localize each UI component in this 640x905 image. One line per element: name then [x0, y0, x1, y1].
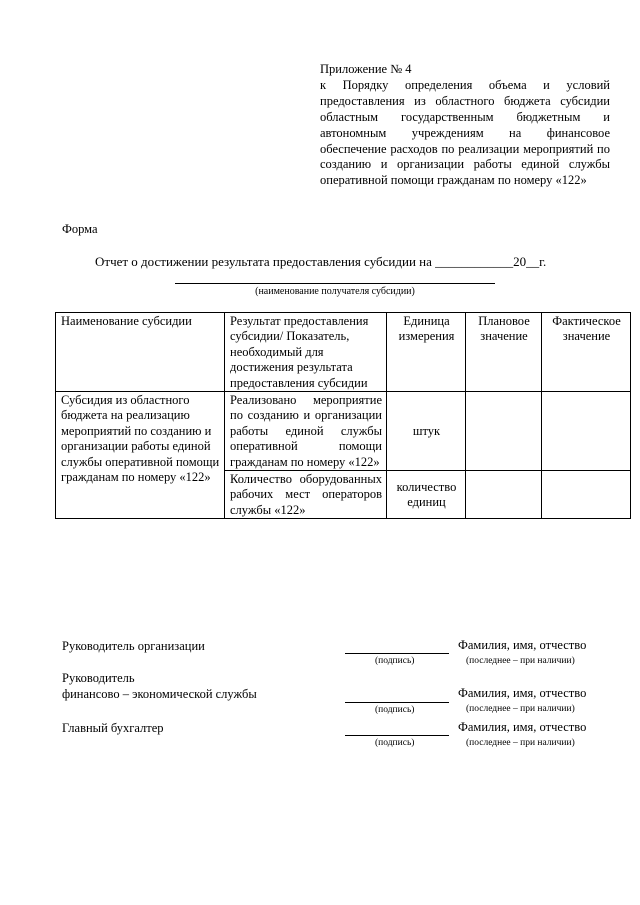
- result-cell: Реализовано мероприятие по созданию и организации работы единой службы оперативной помощи гражданам по номеру «122»: [225, 392, 387, 471]
- header-result: Результат предоставления субсидии/ Показатель, необходимый для достижения результата предоставления субсидии: [225, 313, 387, 392]
- actual-value-cell: [542, 392, 631, 471]
- signature-line: [345, 735, 449, 736]
- subsidy-name-cell: Субсидия из областного бюджета на реализацию мероприятий по созданию и организации работы единой службы оперативной помощи гражданам по номеру «122»: [56, 392, 225, 519]
- header-planned: Плановое значение: [466, 313, 542, 392]
- signature-role-accountant: Главный бухгалтер: [62, 721, 164, 735]
- unit-cell: штук: [387, 392, 466, 471]
- signature-role-head: Руководитель организации: [62, 639, 205, 653]
- header-unit: Единица измерения: [387, 313, 466, 392]
- form-label: Форма: [62, 222, 98, 236]
- signature-line: [345, 702, 449, 703]
- signature-caption: (подпись): [375, 656, 415, 666]
- planned-value-cell: [466, 471, 542, 519]
- appendix-block: [320, 62, 610, 189]
- appendix-heading: Приложение № 4: [320, 62, 412, 76]
- actual-value-cell: [542, 471, 631, 519]
- unit-cell: количество единиц: [387, 471, 466, 519]
- table-row: [56, 392, 631, 471]
- signature-caption: (подпись): [375, 738, 415, 748]
- recipient-caption: (наименование получателя субсидии): [255, 286, 415, 297]
- planned-value-cell: [466, 392, 542, 471]
- report-table: [55, 312, 631, 519]
- fio-caption: (последнее – при наличии): [466, 656, 575, 666]
- fio-caption: (последнее – при наличии): [466, 704, 575, 714]
- fio-label: Фамилия, имя, отчество: [458, 720, 587, 734]
- appendix-text: к Порядку определения объема и условий предоставления из областного бюджета субсидии областным государственным бюджетным и автономным учреждениям на финансовое обеспечение расходов по реализации мероприятий по созданию и организации работы единой службы оперативной помощи гражданам по номеру «122»: [320, 77, 610, 188]
- report-title: Отчет о достижении результата предоставления субсидии на ____________20__г.: [95, 254, 547, 269]
- header-actual: Фактическое значение: [542, 313, 631, 392]
- signature-line: [345, 653, 449, 654]
- fio-label: Фамилия, имя, отчество: [458, 638, 587, 652]
- table-header-row: [56, 313, 631, 392]
- header-subsidy-name: Наименование субсидии: [56, 313, 225, 392]
- result-cell: Количество оборудованных рабочих мест операторов службы «122»: [225, 471, 387, 519]
- signature-role-finance: Руководитель финансово – экономической службы: [62, 671, 257, 701]
- fio-caption: (последнее – при наличии): [466, 738, 575, 748]
- signature-caption: (подпись): [375, 705, 415, 715]
- fio-label: Фамилия, имя, отчество: [458, 686, 587, 700]
- recipient-name-line: [175, 283, 495, 284]
